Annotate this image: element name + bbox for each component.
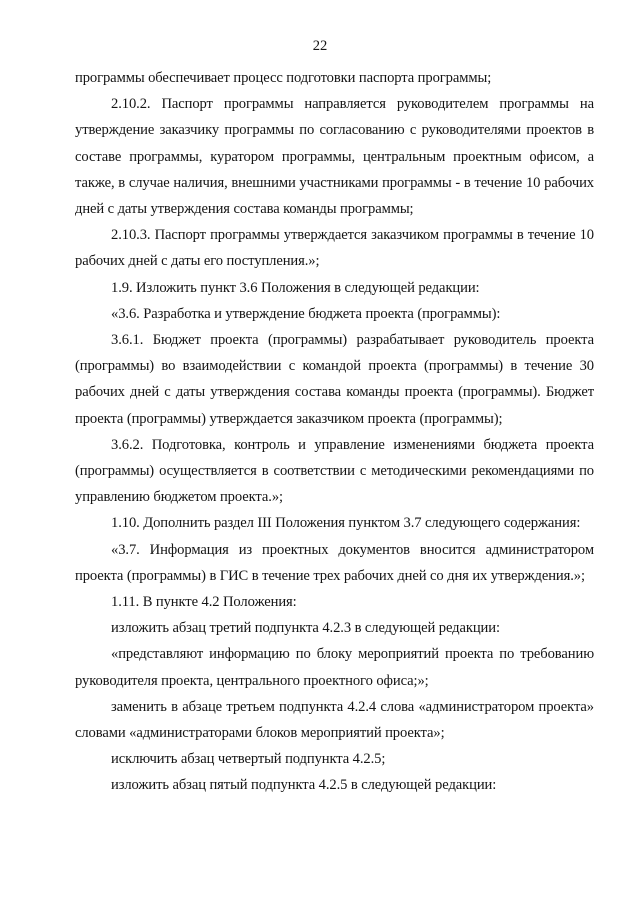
paragraph-4-2-3: изложить абзац третий подпункта 4.2.3 в следующей редакции:: [111, 620, 500, 637]
page-number: 22: [312, 38, 328, 54]
paragraph-2-10-2: 2.10.2. Паспорт программы направляется руководителем программы на утверждение заказчику программы по согласованию с руководителями проектов в составе программы, куратором программы, центральным проектным офисом, а также, в случае наличия, внешними участниками программы - в течение 10 рабочих дней с даты утверждения состава команды программы;: [75, 96, 594, 218]
paragraph-3-7: «3.7. Информация из проектных документов вносится администратором проекта (программы) в ГИС в течение трех рабочих дней со дня их утверждения.»;: [75, 541, 594, 584]
paragraph-continuation: программы обеспечивает процесс подготовки паспорта программы;: [75, 70, 492, 86]
paragraph-2-10-3: 2.10.3. Паспорт программы утверждается заказчиком программы в течение 10 рабочих дней с даты его поступления.»;: [75, 227, 594, 270]
paragraph-4-2-5-exclude: исключить абзац четвертый подпункта 4.2.5;: [111, 751, 386, 768]
paragraph-quote: «представляют информацию по блоку мероприятий проекта по требованию руководителя проекта, центрального проектного офиса;»;: [75, 646, 594, 689]
paragraph-1-9: 1.9. Изложить пункт 3.6 Положения в следующей редакции:: [111, 279, 480, 296]
paragraph-3-6-2: 3.6.2. Подготовка, контроль и управление изменениями бюджета проекта (программы) осуществляется в соответствии с методическими рекомендациями по управлению бюджетом проекта.»;: [75, 436, 594, 506]
paragraph-4-2-4: заменить в абзаце третьем подпункта 4.2.4 слова «администратором проекта» словами «администраторами блоков мероприятий проекта»;: [75, 698, 594, 742]
paragraph-3-6: «3.6. Разработка и утверждение бюджета проекта (программы):: [111, 305, 501, 322]
paragraph-1-10: 1.10. Дополнить раздел III Положения пунктом 3.7 следующего содержания:: [111, 515, 581, 532]
paragraph-3-6-1: 3.6.1. Бюджет проекта (программы) разрабатывает руководитель проекта (программы) во взаимодействии с командой проекта (программы) в течение 30 рабочих дней с даты утверждения состава команды проекта (программы). Бюджет проекта (программы) утверждается заказчиком проекта (программы);: [75, 332, 594, 427]
paragraph-4-2-5-restate: изложить абзац пятый подпункта 4.2.5 в следующей редакции:: [111, 777, 497, 794]
paragraph-1-11: 1.11. В пункте 4.2 Положения:: [111, 594, 297, 611]
document-body: [75, 65, 594, 799]
